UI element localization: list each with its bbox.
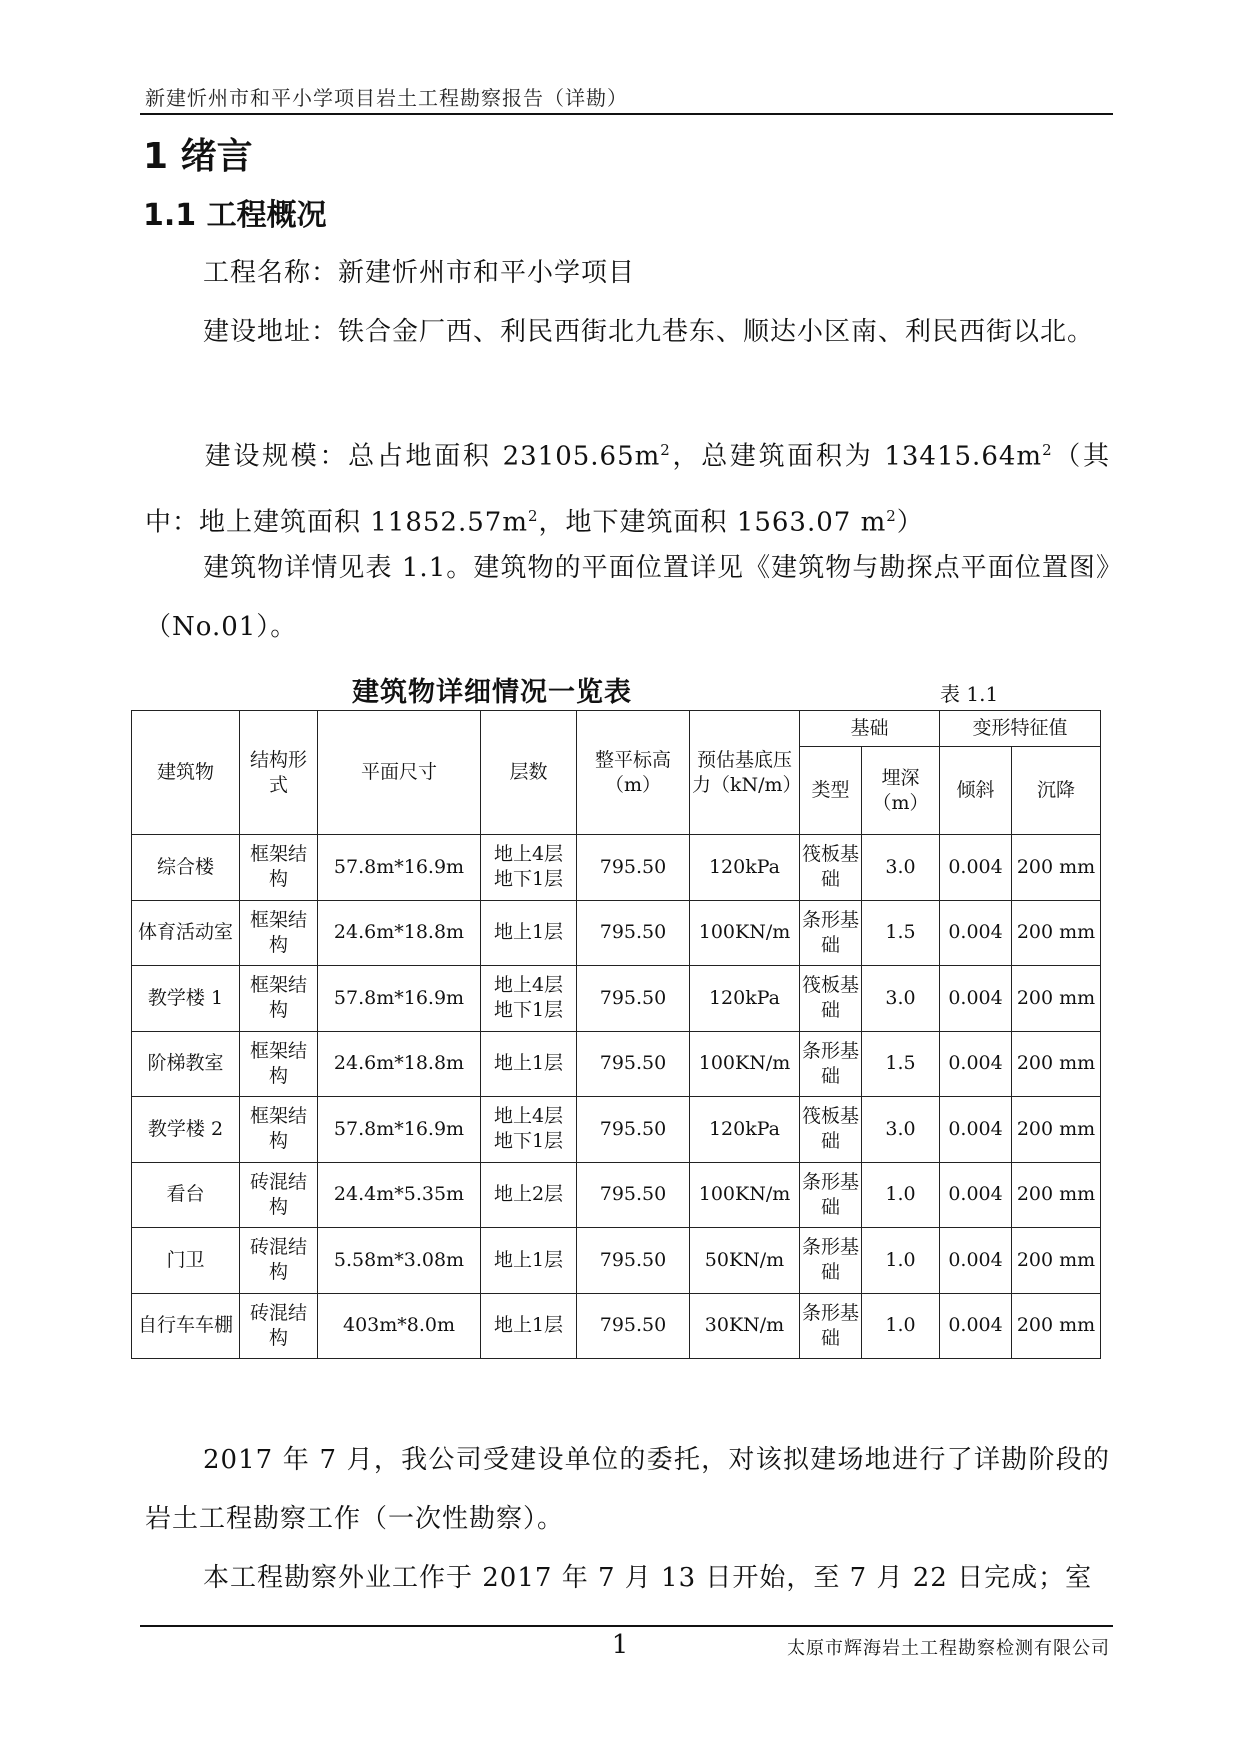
cell-depth: 1.0 [862,1162,940,1228]
cell-size: 24.6m*18.8m [318,1031,481,1097]
header-foundation-type: 类型 [800,747,862,835]
cell-depth: 1.5 [862,900,940,966]
table-title: 建筑物详细情况一览表 [352,677,632,708]
section-heading: 1 绪言 [143,136,253,177]
header-plan-size: 平面尺寸 [318,711,481,835]
cell-type: 筏板基础 [800,835,862,901]
cell-settlement: 200 mm [1012,1293,1101,1359]
cell-pressure: 100KN/m [690,1162,800,1228]
header-elevation: 整平标高（m） [577,711,690,835]
header-floors: 层数 [481,711,577,835]
cell-structure: 框架结构 [240,835,318,901]
running-header: 新建忻州市和平小学项目岩土工程勘察报告（详勘） [145,86,628,110]
cell-size: 5.58m*3.08m [318,1228,481,1294]
cell-tilt: 0.004 [940,966,1012,1032]
cell-structure: 框架结构 [240,1097,318,1163]
company-name: 太原市辉海岩土工程勘察检测有限公司 [787,1638,1110,1659]
cell-pressure: 120kPa [690,835,800,901]
footer-rule [140,1625,1113,1627]
cell-pressure: 50KN/m [690,1228,800,1294]
header-pressure: 预估基底压力（kN/m） [690,711,800,835]
building-table [131,710,1101,1359]
subsection-heading: 1.1 工程概况 [143,198,327,233]
cell-building: 教学楼 2 [132,1097,240,1163]
cell-size: 57.8m*16.9m [318,835,481,901]
paragraph-scale: 建设规模：总占地面积 $23105.65m^2$，总建筑面积为 $13415.64m^2$（其中：地上建筑面积 $11852.57m^2$，地下建筑面积 1563.07 $m^2$） [145,441,1110,538]
cell-tilt: 0.004 [940,1228,1012,1294]
cell-size: 24.4m*5.35m [318,1162,481,1228]
cell-floors: 地上2层 [481,1162,577,1228]
cell-floors: 地上4层 地下1层 [481,835,577,901]
paragraph-commission: 2017 年 7 月，我公司受建设单位的委托，对该拟建场地进行了详勘阶段的岩土工程勘察工作（一次性勘察）。 [145,1445,1110,1534]
table-number: 表 1.1 [940,682,999,706]
cell-elevation: 795.50 [577,1031,690,1097]
header-foundation: 基础 [800,711,940,747]
cell-pressure: 30KN/m [690,1293,800,1359]
cell-structure: 框架结构 [240,1031,318,1097]
table-row [132,1293,1101,1359]
cell-size: 24.6m*18.8m [318,900,481,966]
cell-settlement: 200 mm [1012,835,1101,901]
cell-floors: 地上1层 [481,1228,577,1294]
cell-depth: 1.5 [862,1031,940,1097]
cell-floors: 地上4层 地下1层 [481,1097,577,1163]
table-row [132,835,1101,901]
table-row [132,900,1101,966]
table-row [132,1031,1101,1097]
header-settlement: 沉降 [1012,747,1101,835]
cell-building: 看台 [132,1162,240,1228]
cell-tilt: 0.004 [940,1097,1012,1163]
cell-tilt: 0.004 [940,1293,1012,1359]
cell-size: 403m*8.0m [318,1293,481,1359]
page-number: 1 [611,1630,629,1660]
cell-size: 57.8m*16.9m [318,966,481,1032]
cell-structure: 砖混结构 [240,1293,318,1359]
paragraph-address: 建设地址：铁合金厂西、利民西街北九巷东、顺达小区南、利民西街以北。 [203,317,1095,347]
cell-elevation: 795.50 [577,1228,690,1294]
cell-tilt: 0.004 [940,835,1012,901]
table-body [132,835,1101,1359]
cell-settlement: 200 mm [1012,1031,1101,1097]
cell-building: 自行车车棚 [132,1293,240,1359]
cell-elevation: 795.50 [577,1162,690,1228]
cell-pressure: 120kPa [690,1097,800,1163]
cell-building: 教学楼 1 [132,966,240,1032]
cell-pressure: 120kPa [690,966,800,1032]
header-deformation: 变形特征值 [940,711,1101,747]
cell-tilt: 0.004 [940,900,1012,966]
cell-settlement: 200 mm [1012,1228,1101,1294]
table-row [132,966,1101,1032]
cell-type: 条形基础 [800,1031,862,1097]
cell-tilt: 0.004 [940,1031,1012,1097]
cell-floors: 地上4层 地下1层 [481,966,577,1032]
cell-floors: 地上1层 [481,1031,577,1097]
table-row [132,1162,1101,1228]
cell-floors: 地上1层 [481,1293,577,1359]
cell-size: 57.8m*16.9m [318,1097,481,1163]
cell-elevation: 795.50 [577,835,690,901]
cell-settlement: 200 mm [1012,966,1101,1032]
cell-settlement: 200 mm [1012,1162,1101,1228]
cell-structure: 砖混结构 [240,1162,318,1228]
cell-elevation: 795.50 [577,900,690,966]
cell-type: 筏板基础 [800,966,862,1032]
cell-building: 阶梯教室 [132,1031,240,1097]
cell-floors: 地上1层 [481,900,577,966]
cell-depth: 3.0 [862,1097,940,1163]
table-row [132,1228,1101,1294]
cell-tilt: 0.004 [940,1162,1012,1228]
header-structure: 结构形式 [240,711,318,835]
cell-elevation: 795.50 [577,1097,690,1163]
cell-pressure: 100KN/m [690,900,800,966]
header-building: 建筑物 [132,711,240,835]
header-depth: 埋深（m） [862,747,940,835]
paragraph-fieldwork: 本工程勘察外业工作于 2017 年 7 月 13 日开始，至 7 月 22 日完成；室 [203,1563,1093,1593]
cell-structure: 框架结构 [240,900,318,966]
header-rule [140,113,1113,115]
cell-type: 条形基础 [800,1228,862,1294]
cell-depth: 3.0 [862,835,940,901]
cell-structure: 框架结构 [240,966,318,1032]
cell-depth: 3.0 [862,966,940,1032]
cell-building: 综合楼 [132,835,240,901]
cell-depth: 1.0 [862,1228,940,1294]
header-tilt: 倾斜 [940,747,1012,835]
paragraph-project-name: 工程名称：新建忻州市和平小学项目 [203,258,636,288]
cell-type: 筏板基础 [800,1097,862,1163]
cell-building: 门卫 [132,1228,240,1294]
cell-type: 条形基础 [800,1293,862,1359]
cell-type: 条形基础 [800,900,862,966]
cell-pressure: 100KN/m [690,1031,800,1097]
cell-building: 体育活动室 [132,900,240,966]
paragraph-building-reference: 建筑物详情见表 1.1。建筑物的平面位置详见《建筑物与勘探点平面位置图》（No.01）。 [145,553,1110,642]
cell-type: 条形基础 [800,1162,862,1228]
table-row [132,1097,1101,1163]
cell-elevation: 795.50 [577,1293,690,1359]
cell-settlement: 200 mm [1012,900,1101,966]
cell-depth: 1.0 [862,1293,940,1359]
cell-settlement: 200 mm [1012,1097,1101,1163]
cell-structure: 砖混结构 [240,1228,318,1294]
cell-elevation: 795.50 [577,966,690,1032]
